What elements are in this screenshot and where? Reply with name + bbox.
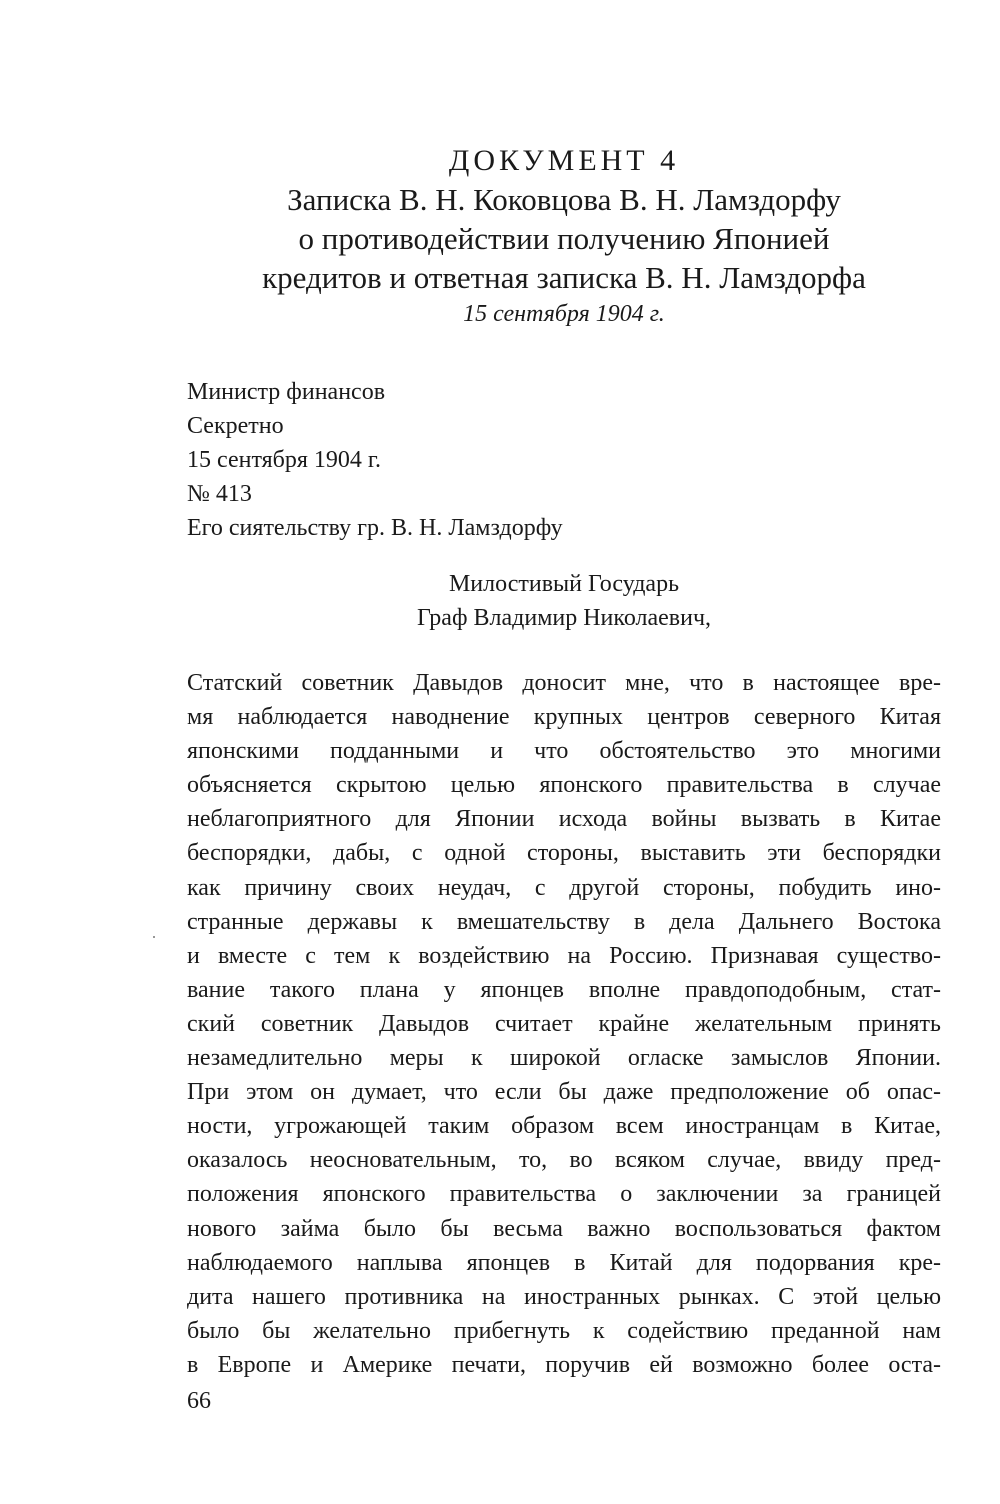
body-line: неблагоприятного для Японии исхода войны вызвать в Китае [187,806,941,833]
body-line: оказалось неосновательным, то, во всяком случае, ввиду пред- [187,1147,941,1174]
recipient-line: Его сиятельству гр. В. Н. Ламздорфу [187,515,563,541]
body-line: беспорядки, дабы, с одной стороны, выставить эти беспорядки [187,840,941,867]
body-line: и вместе с тем к воздействию на Россию. Признавая существо- [187,942,941,969]
title-line: о противодействии получению Японией [298,221,830,256]
body-line: положения японского правительства о заключении за границей [187,1181,941,1208]
body-line: ский советник Давыдов считает крайне желательным принять [187,1010,941,1037]
letter-date-line: 15 сентября 1904 г. [187,447,382,473]
salutation-line: Граф Владимир Николаевич, [416,605,712,631]
letter-meta [187,375,563,545]
body-line: странные державы к вмешательству в дела Дальнего Востока [187,908,941,935]
body-paragraph [187,666,941,1382]
body-line: в Европе и Америке печати, поручив ей возможно более оста- [187,1351,941,1378]
body-line: При этом он думает, что если бы даже предположение об опас- [187,1079,941,1106]
document-title [187,180,941,297]
sender-line: Министр финансов [187,379,386,405]
print-speck [153,936,155,938]
body-line: мя наблюдается наводнение крупных центров северного Китая [187,704,941,731]
page-number: 66 [187,1388,211,1414]
body-line: Статский советник Давыдов доносит мне, что в настоящее вре- [187,670,941,696]
title-line: Записка В. Н. Коковцова В. Н. Ламздорфу [287,182,841,217]
body-line: незамедлительно меры к широкой огласке замыслов Японии. [187,1045,941,1072]
title-line: кредитов и ответная записка В. Н. Ламздорфа [262,260,866,295]
body-line: как причину своих неудач, с другой стороны, побудить ино- [187,874,941,901]
letter-number-line: № 413 [187,481,252,507]
body-line: наблюдаемого наплыва японцев в Китай для подорвания кре- [187,1249,941,1276]
body-line: вание такого плана у японцев вполне правдоподобным, стат- [187,976,941,1003]
body-line: ности, угрожающей таким образом всем иностранцам в Китае, [187,1113,941,1140]
body-line: дита нашего противника на иностранных рынках. С этой целью [187,1283,941,1310]
salutation-line: Милостивый Государь [448,571,680,597]
body-line: японскими подданными и что обстоятельство это многими [187,738,941,765]
body-line: нового займа было бы весьма важно воспользоваться фактом [187,1215,941,1242]
classification-line: Секретно [187,413,284,439]
body-line: было бы желательно прибегнуть к содействию преданной нам [187,1317,941,1344]
document-date: 15 сентября 1904 г. [463,301,665,327]
document-header [187,142,941,331]
body-line: объясняется скрытою целью японского правительства в случае [187,772,941,799]
salutation [187,567,941,635]
document-label: ДОКУМЕНТ 4 [448,144,680,177]
